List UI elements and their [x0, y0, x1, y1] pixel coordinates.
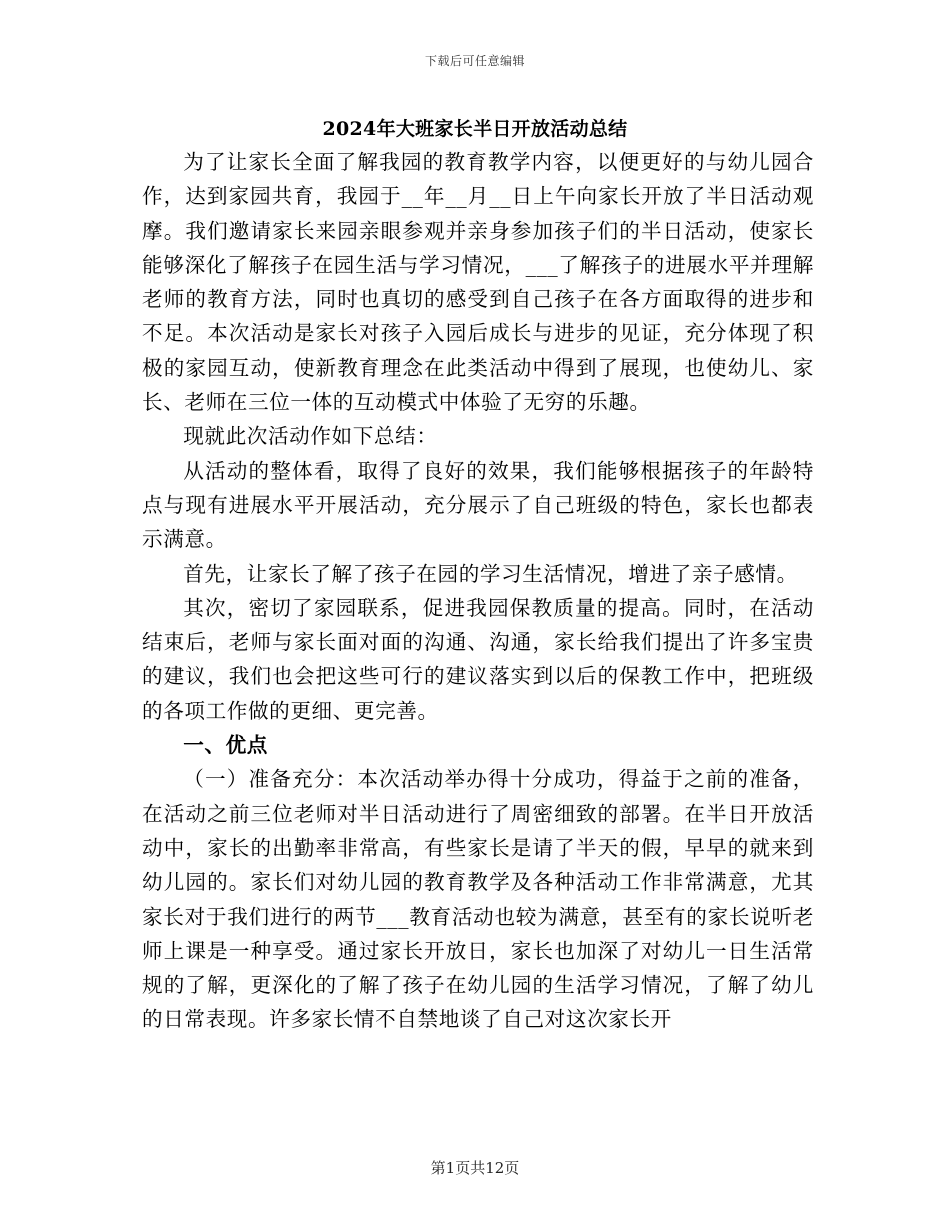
document-body — [142, 145, 814, 1037]
paragraph-second: 其次，密切了家园联系，促进我园保教质量的提高。同时，在活动结束后，老师与家长面对面的沟通、沟通，家长给我们提出了许多宝贵的建议，我们也会把这些可行的建议落实到以后的保教工作中，把班级的各项工作做的更细、更完善。 — [142, 595, 814, 723]
paragraph-overall: 从活动的整体看，取得了良好的效果，我们能够根据孩子的年龄特点与现有进展水平开展活动，充分展示了自己班级的特色，家长也都表示满意。 — [142, 458, 814, 552]
download-note: 下载后可任意编辑 — [424, 54, 525, 68]
paragraph-first: 首先，让家长了解了孩子在园的学习生活情况，增进了亲子感情。 — [183, 561, 798, 586]
paragraph-intro: 为了让家长全面了解我园的教育教学内容，以便更好的与幼儿园合作，达到家园共育，我园于__年__月__日上午向家长开放了半日活动观摩。我们邀请家长来园亲眼参观并亲身参加孩子们的半日活动，使家长能够深化了解孩子在园生活与学习情况，___了解孩子的进展水平并理解老师的教育方法，同时也真切的感受到自己孩子在各方面取得的进步和不足。本次活动是家长对孩子入园后成长与进步的见证，充分体现了积极的家园互动，使新教育理念在此类活动中得到了展现，也使幼儿、家长、老师在三位一体的互动模式中体验了无穷的乐趣。 — [142, 150, 814, 415]
paragraph-preparation: （一）准备充分：本次活动举办得十分成功，得益于之前的准备，在活动之前三位老师对半日活动进行了周密细致的部署。在半日开放活动中，家长的出勤率非常高，有些家长是请了半天的假，早早的就来到幼儿园的。家长们对幼儿园的教育教学及各种活动工作非常满意，尤其家长对于我们进行的两节___教育活动也较为满意，甚至有的家长说听老师上课是一种享受。通过家长开放日，家长也加深了对幼儿一日生活常规的了解，更深化的了解了孩子在幼儿园的生活学习情况，了解了幼儿的日常表现。许多家长情不自禁地谈了自己对这次家长开 — [142, 767, 814, 1032]
page-indicator: 第1页共12页 — [430, 1159, 520, 1177]
paragraph-summary-lead: 现就此次活动作如下总结： — [183, 424, 438, 449]
document-title: 2024年大班家长半日开放活动总结 — [322, 118, 628, 140]
section-heading-strengths: 一、优点 — [183, 733, 268, 758]
